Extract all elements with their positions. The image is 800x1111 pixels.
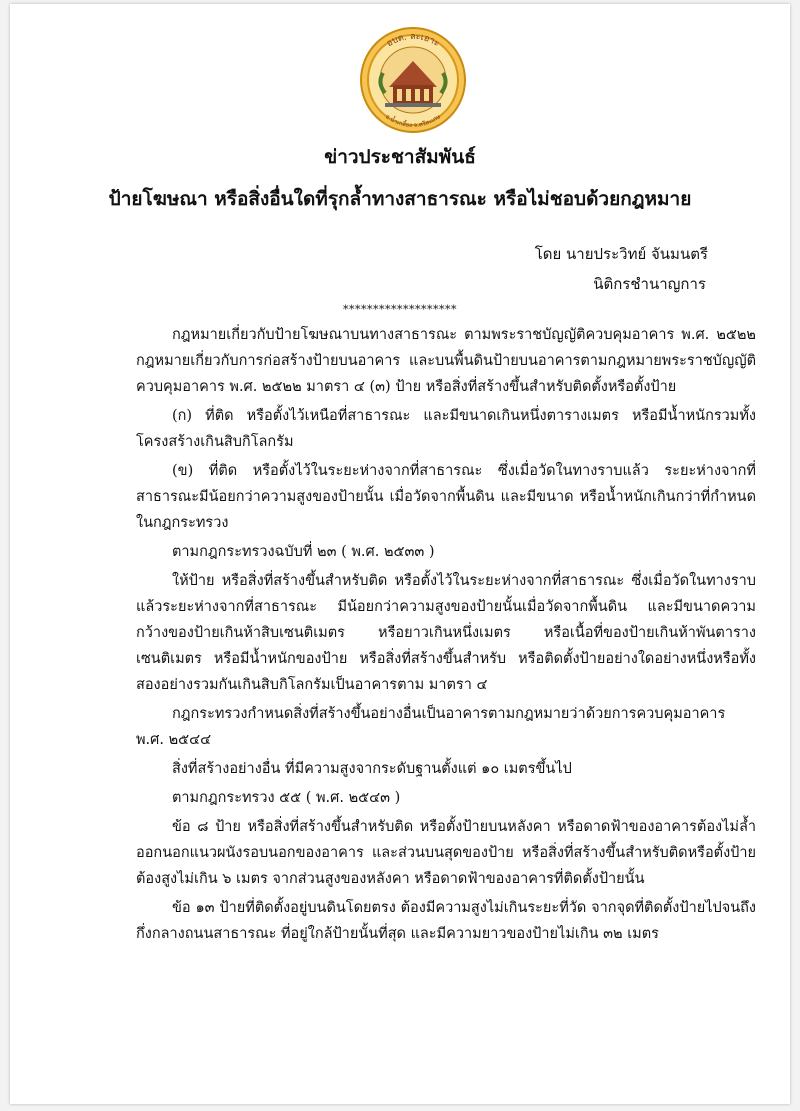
svg-text:อบต. ละเอาะ: อบต. ละเอาะ [385, 31, 441, 50]
paragraph-height-rule: สิ่งที่สร้างอย่างอื่น ที่มีความสูงจากระดับฐานตั้งแต่ ๑๐ เมตรขึ้นไป [172, 761, 572, 777]
paragraph-intro: กฎหมายเกี่ยวกับป้ายโฆษณาบนทางสาธารณะ ตามพระราชบัญญัติควบคุมอาคาร พ.ศ. ๒๕๒๒ กฎหมายเกี่ยวกับการก่อสร้างป้ายบนอาคาร และบนพื้นดินป้ายบนอาคารตามกฎหมายพระราชบัญญัติควบคุมอาคาร พ.ศ. ๒๕๒๒ มาตรา ๔ (๓) ป้าย หรือสิ่งที่สร้างขึ้นสำหรับติดตั้งหรือตั้งป้าย [136, 327, 756, 395]
author-byline: โดย นายประวิทย์ จันมนตรี [534, 245, 708, 263]
paragraph-sign-definition: ให้ป้าย หรือสิ่งที่สร้างขึ้นสำหรับติด หรือตั้งไว้ในระยะห่างจากที่สาธารณะ ซึ่งเมื่อวัดในทางราบแล้วระยะห่างจากที่สาธารณะ มีน้อยกว่าความสูงของป้ายนั้นเมื่อวัดจากพื้นดิน และมีขนาดความกว้างของป้ายเกินห้าสิบเซนติเมตร หรือยาวเกินหนึ่งเมตร หรือเนื้อที่ของป้ายเกินห้าพันตารางเซนติเมตร หรือมีน้ำหนักของป้าย หรือสิ่งที่สร้างขึ้นสำหรับ หรือติดตั้งป้ายอย่างใดอย่างหนึ่งหรือทั้งสองอย่างรวมกันเกินสิบกิโลกรัมเป็นอาคารตาม มาตรา ๔ [136, 573, 756, 693]
paragraph-building-regulation: กฎกระทรวงกำหนดสิ่งที่สร้างขึ้นอย่างอื่นเป็นอาคารตามกฎหมายว่าด้วยการควบคุมอาคาร พ.ศ. ๒๕๔๔ [136, 706, 726, 748]
document-body [136, 322, 756, 950]
paragraph-clause-a: (ก) ที่ติด หรือตั้งไว้เหนือที่สาธารณะ และมีขนาดเกินหนึ่งตารางเมตร หรือมีน้ำหนักรวมทั้งโครงสร้างเกินสิบกิโลกรัม [136, 408, 756, 450]
paragraph-ministerial-reg-55: ตามกฎกระทรวง ๕๕ ( พ.ศ. ๒๕๔๓ ) [172, 790, 401, 806]
paragraph-article-13: ข้อ ๑๓ ป้ายที่ติดตั้งอยู่บนดินโดยตรง ต้องมีความสูงไม่เกินระยะที่วัด จากจุดที่ติดตั้งป้ายไปจนถึงกึ่งกลางถนนสาธารณะ ที่อยู่ใกล้ป้ายนั้นที่สุด และมีความยาวของป้ายไม่เกิน ๓๒ เมตร [136, 900, 756, 942]
paragraph-clause-b: (ข) ที่ติด หรือตั้งไว้ในระยะห่างจากที่สาธารณะ ซึ่งเมื่อวัดในทางราบแล้ว ระยะห่างจากที่สาธารณะมีน้อยกว่าความสูงของป้ายนั้น เมื่อวัดจากพื้นดิน และมีขนาด หรือน้ำหนักเกินกว่าที่กำหนดในกฎกระทรวง [136, 463, 756, 531]
page-subtitle: ป้ายโฆษณา หรือสิ่งอื่นใดที่รุกล้ำทางสาธารณะ หรือไม่ชอบด้วยกฎหมาย [108, 188, 692, 210]
municipal-seal-logo [353, 23, 473, 133]
paragraph-article-8: ข้อ ๘ ป้าย หรือสิ่งที่สร้างขึ้นสำหรับติด หรือตั้งป้ายบนหลังคา หรือดาดฟ้าของอาคารต้องไม่ล้ำออกนอกแนวผนังรอบนอกของอาคาร และส่วนบนสุดของป้าย หรือสิ่งที่สร้างขึ้นสำหรับติดหรือตั้งป้ายต้องสูงไม่เกิน ๖ เมตร จากส่วนสูงของหลังคา หรือดาดฟ้าของอาคารที่ติดตั้งป้ายนั้น [136, 819, 756, 887]
author-position: นิติกรชำนาญการ [593, 275, 706, 293]
section-separator: ******************* [343, 303, 457, 316]
svg-text:อ.น้ำเกลี้ยง จ.ศรีสะเกษ: อ.น้ำเกลี้ยง จ.ศรีสะเกษ [384, 113, 442, 130]
page-title: ข่าวประชาสัมพันธ์ [324, 146, 476, 168]
paragraph-ministerial-reg-23: ตามกฎกระทรวงฉบับที่ ๒๓ ( พ.ศ. ๒๕๓๓ ) [172, 544, 435, 560]
document-page [10, 4, 790, 1104]
